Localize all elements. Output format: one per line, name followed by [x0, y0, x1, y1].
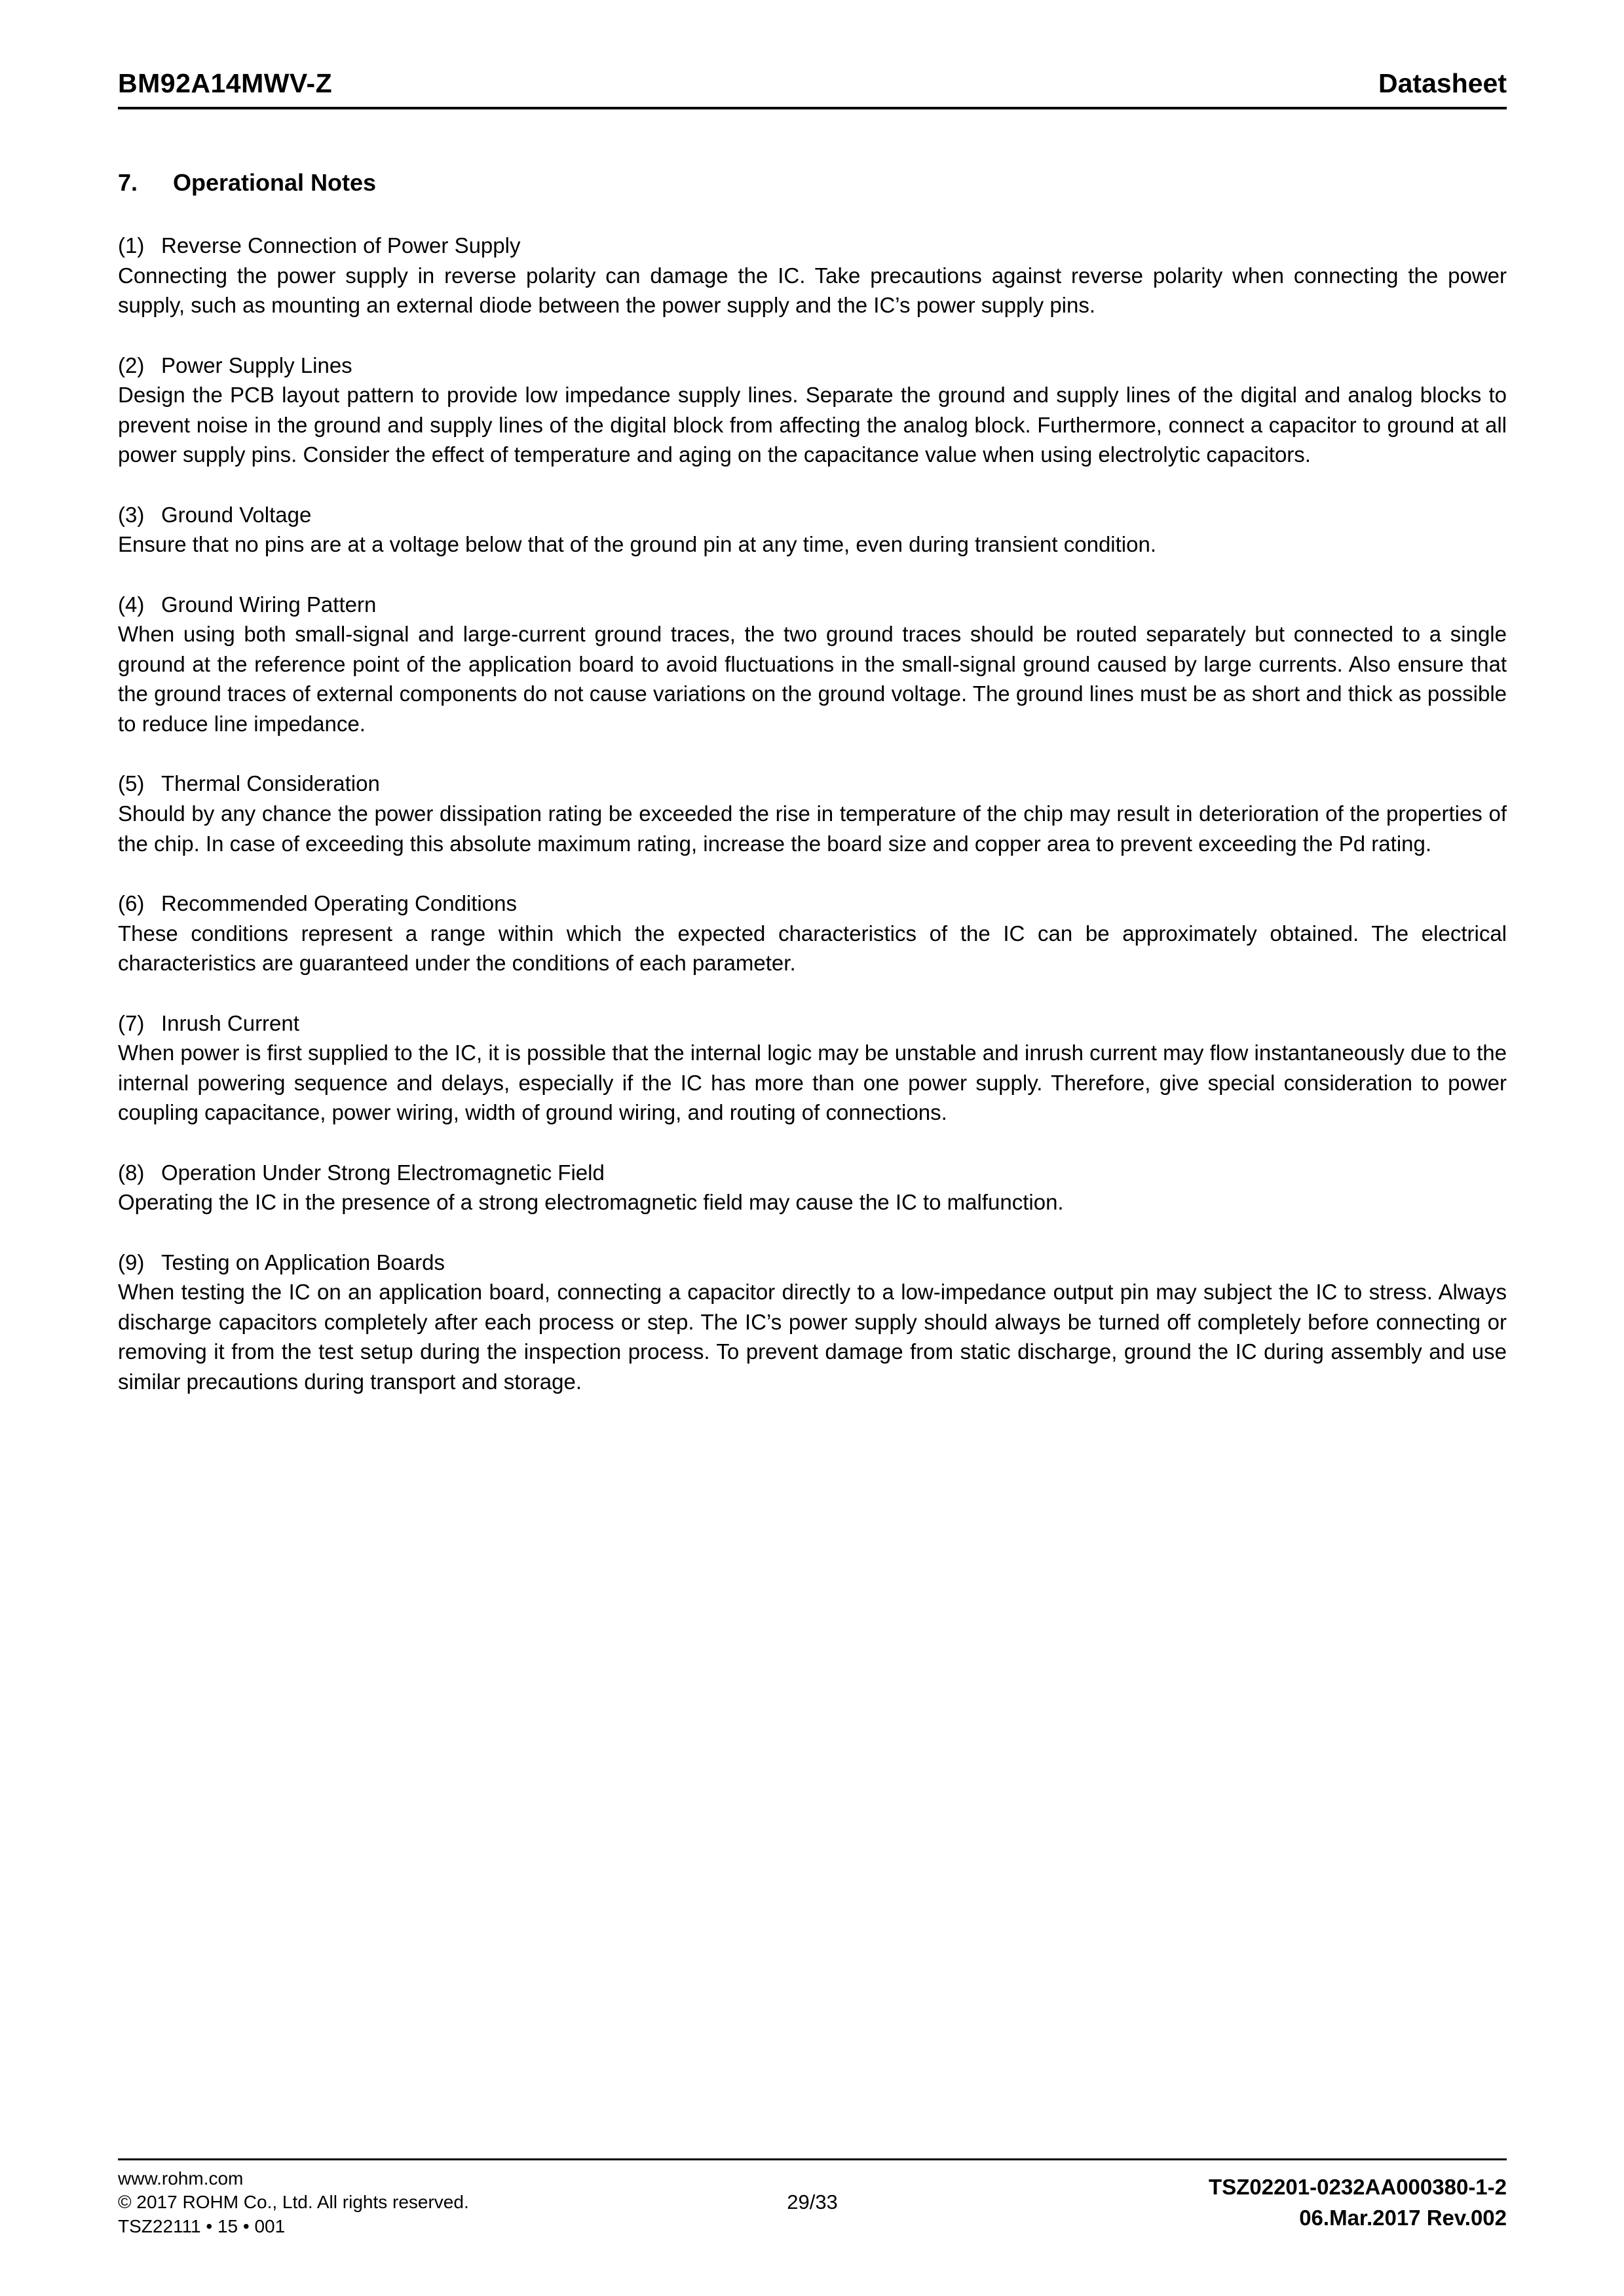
section-title — [118, 169, 1507, 197]
note-title: Inrush Current — [161, 1010, 299, 1035]
note-body: When testing the IC on an application board, connecting a capacitor directly to a low-impedance output pin may subject the IC to stress. Always discharge capacitors completely after each process or step. The IC’s power supply should always be turned off completely before connecting or removing it from the test setup during the inspection process. To prevent damage from static discharge, ground the IC during assembly and use similar precautions during transport and storage. — [118, 1280, 1507, 1394]
footer-revision: 06.Mar.2017 Rev.002 — [1299, 2206, 1507, 2230]
note-heading — [118, 1158, 1507, 1188]
note-title: Recommended Operating Conditions — [161, 891, 517, 916]
note-label: (4) — [118, 592, 145, 617]
note-body: Ensure that no pins are at a voltage below that of the ground pin at any time, even during transient condition. — [118, 532, 1157, 557]
note-item — [118, 1008, 1507, 1128]
note-title: Testing on Application Boards — [161, 1250, 445, 1274]
note-label: (7) — [118, 1010, 145, 1035]
note-item — [118, 1248, 1507, 1397]
note-title: Ground Voltage — [161, 502, 312, 527]
note-title: Thermal Consideration — [161, 771, 380, 796]
footer-doc-ref: TSZ02201-0232AA000380-1-2 — [1209, 2174, 1507, 2199]
note-body: Should by any chance the power dissipation rating be exceeded the rise in temperature of the chip may result in deterioration of the properties of the chip. In case of exceeding this absolute maximum rating, increase the board size and copper area to prevent exceeding the Pd rating. — [118, 801, 1507, 856]
note-heading — [118, 889, 1507, 919]
notes-list — [118, 231, 1507, 1396]
note-heading — [118, 1008, 1507, 1039]
note-item — [118, 769, 1507, 858]
footer-page-number: 29/33 — [787, 2191, 838, 2214]
note-heading — [118, 351, 1507, 381]
note-title: Ground Wiring Pattern — [161, 592, 377, 617]
note-heading — [118, 590, 1507, 620]
note-body: Design the PCB layout pattern to provide low impedance supply lines. Separate the ground and supply lines of the digital and analog blocks to prevent noise in the ground and supply lines of the digital block from affecting the analog block. Furthermore, connect a capacitor to ground at all power supply pins. Consider the effect of temperature and aging on the capacitance value when using electrolytic capacitors. — [118, 383, 1507, 467]
note-item — [118, 351, 1507, 470]
page-header — [118, 68, 1507, 109]
note-label: (2) — [118, 353, 145, 377]
note-item — [118, 1158, 1507, 1217]
note-heading — [118, 500, 1507, 530]
note-title: Power Supply Lines — [161, 353, 352, 377]
note-label: (6) — [118, 891, 145, 916]
doc-type-label: Datasheet — [1378, 68, 1507, 98]
section-title-text: Operational Notes — [173, 169, 377, 196]
footer-left-block — [118, 2167, 787, 2238]
footer-copyright: © 2017 ROHM Co., Ltd. All rights reserved. — [118, 2192, 469, 2213]
note-label: (1) — [118, 233, 145, 258]
note-title: Operation Under Strong Electromagnetic Field — [161, 1160, 605, 1185]
section-number: 7. — [118, 169, 138, 196]
footer-doc-number: TSZ22111 • 15 • 001 — [118, 2215, 286, 2236]
note-heading — [118, 231, 1507, 261]
footer-right-block — [838, 2172, 1507, 2234]
note-item — [118, 590, 1507, 739]
note-heading — [118, 769, 1507, 799]
note-label: (8) — [118, 1160, 145, 1185]
footer-website: www.rohm.com — [118, 2168, 244, 2189]
note-body: These conditions represent a range within which the expected characteristics of the IC can be approximately obtained. The electrical characteristics are guaranteed under the conditions of each parameter. — [118, 921, 1507, 976]
note-body: When using both small-signal and large-current ground traces, the two ground traces should be routed separately but connected to a single ground at the reference point of the application board to avoid fluctuations in the small-signal ground caused by large currents. Also ensure that the ground traces of external components do not cause variations on the ground voltage. The ground lines must be as short and thick as possible to reduce line impedance. — [118, 622, 1507, 736]
page-footer — [118, 2158, 1507, 2238]
note-label: (9) — [118, 1250, 145, 1274]
page-content — [118, 169, 1507, 1426]
note-body: When power is first supplied to the IC, it is possible that the internal logic may be unstable and inrush current may flow instantaneously due to the internal powering sequence and delays, especially if the IC has more than one power supply. Therefore, give special consideration to power coupling capacitance, power wiring, width of ground wiring, and routing of connections. — [118, 1041, 1507, 1125]
note-item — [118, 231, 1507, 320]
note-item — [118, 500, 1507, 560]
note-body: Operating the IC in the presence of a strong electromagnetic field may cause the IC to malfunction. — [118, 1190, 1064, 1215]
note-title: Reverse Connection of Power Supply — [161, 233, 521, 258]
note-item — [118, 889, 1507, 978]
note-body: Connecting the power supply in reverse polarity can damage the IC. Take precautions against reverse polarity when connecting the power supply, such as mounting an external diode between the power supply and the IC’s power supply pins. — [118, 263, 1507, 318]
note-heading — [118, 1248, 1507, 1278]
note-label: (3) — [118, 502, 145, 527]
part-number-title: BM92A14MWV-Z — [118, 68, 333, 98]
note-label: (5) — [118, 771, 145, 796]
